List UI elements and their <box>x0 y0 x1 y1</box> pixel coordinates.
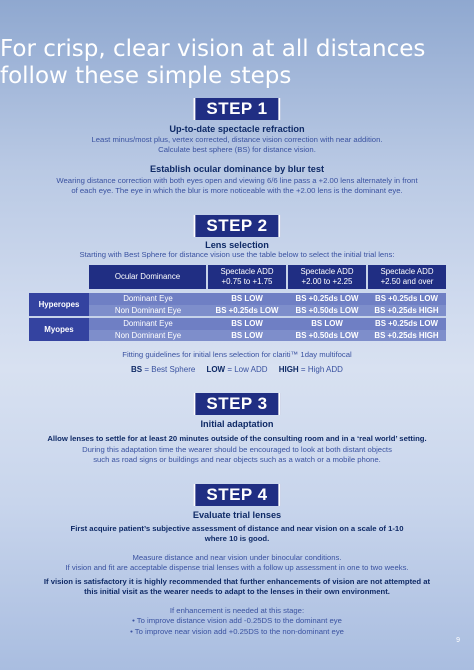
group-hyperopes: Hyperopes <box>29 293 89 317</box>
step-4-heading: Evaluate trial lenses <box>192 510 282 520</box>
text-line: • To improve distance vision add -0.25DS to the dominant eye <box>132 616 342 626</box>
text-line: During this adaptation time the wearer should be encouraged to look at both distant objects <box>82 445 392 454</box>
lens-cell: BS +0.25ds HIGH <box>367 305 446 318</box>
title-line-1: For crisp, clear vision at all distances <box>0 36 426 62</box>
lens-cell: BS +0.25ds LOW <box>367 293 446 305</box>
table-row <box>29 330 446 342</box>
lens-cell: BS +0.25ds LOW <box>367 317 446 330</box>
step-3-text <box>20 445 454 466</box>
header-add-high: Spectacle ADD +2.50 and over <box>367 265 446 289</box>
lens-cell: BS +0.25ds LOW <box>287 293 367 305</box>
title-line-2: follow these simple steps <box>0 63 292 89</box>
lens-cell: BS LOW <box>207 293 287 305</box>
step-4-badge: STEP 4 <box>193 484 280 506</box>
step-1-dominance-text <box>20 176 454 197</box>
step-4-bold-text-1 <box>20 524 454 545</box>
header-ocular-dominance: Ocular Dominance <box>89 265 207 289</box>
text-line: Wearing distance correction with both eyes open and viewing 6/6 line pass a +2.00 lens alternately in front <box>56 176 418 185</box>
step-3-badge: STEP 3 <box>193 393 280 415</box>
step-2-heading: Lens selection <box>205 240 269 250</box>
table-corner <box>29 265 89 289</box>
lens-cell: BS +0.25ds LOW <box>207 305 287 318</box>
abbreviation-legend <box>0 365 474 374</box>
table-row <box>29 293 446 305</box>
legend-value: = High ADD <box>298 365 343 374</box>
step-4-text-2 <box>20 606 454 637</box>
lens-cell: BS LOW <box>207 317 287 330</box>
step-1-refraction-text <box>20 135 454 156</box>
table-row <box>29 305 446 318</box>
eye-label: Non Dominant Eye <box>89 330 207 342</box>
header-add-mid: Spectacle ADD +2.00 to +2.25 <box>287 265 367 289</box>
step-1-heading-refraction: Up-to-date spectacle refraction <box>169 124 305 134</box>
table-row <box>29 317 446 330</box>
lens-selection-table <box>29 265 446 341</box>
step-1-badge: STEP 1 <box>193 98 280 120</box>
step-2-intro: Starting with Best Sphere for distance vision use the table below to select the initial trial lens: <box>79 250 395 259</box>
text-line: • To improve near vision add +0.25DS to the non-dominant eye <box>130 626 344 636</box>
text-line: Least minus/most plus, vertex corrected, distance vision correction with near addition. <box>91 135 383 144</box>
text-line: where 10 is good. <box>204 534 270 544</box>
legend-value: = Low ADD <box>225 365 268 374</box>
page-title <box>0 36 474 90</box>
step-1-heading-dominance: Establish ocular dominance by blur test <box>149 164 325 174</box>
lens-cell: BS +0.50ds LOW <box>287 305 367 318</box>
text-line: Measure distance and near vision under binocular conditions. <box>132 553 342 562</box>
step-4-bold-text-2 <box>20 577 454 598</box>
text-line: Calculate best sphere (BS) for distance vision. <box>158 145 316 155</box>
eye-label: Dominant Eye <box>89 293 207 305</box>
page-number: 9 <box>456 637 460 644</box>
header-add-low: Spectacle ADD +0.75 to +1.75 <box>207 265 287 289</box>
step-3-heading: Initial adaptation <box>200 419 274 429</box>
legend-key: LOW <box>206 365 226 374</box>
lens-cell: BS +0.50ds LOW <box>287 330 367 342</box>
text-line: First acquire patient’s subjective assessment of distance and near vision on a scale of 1-10 <box>70 524 404 533</box>
text-line: If vision is satisfactory it is highly recommended that further enhancements of vision are not attempted at <box>43 577 431 586</box>
eye-label: Non Dominant Eye <box>89 305 207 318</box>
legend-key: BS <box>131 365 143 374</box>
step-3-bold-text: Allow lenses to settle for at least 20 minutes outside of the consulting room and in a ‘real world’ setting. <box>47 434 427 443</box>
lens-cell: BS LOW <box>287 317 367 330</box>
lens-cell: BS +0.25ds HIGH <box>367 330 446 342</box>
table-header-row <box>29 265 446 289</box>
step-4-text-1 <box>20 553 454 574</box>
text-line: such as road signs or buildings and near objects such as a watch or a mobile phone. <box>93 455 381 465</box>
fitting-guidelines-note: Fitting guidelines for initial lens selection for clariti™ 1day multifocal <box>122 350 352 359</box>
legend-key: HIGH <box>278 365 299 374</box>
text-line: If vision and fit are acceptable dispense trial lenses with a follow up assessment in one to two weeks. <box>65 563 409 573</box>
text-line: this initial visit as the wearer needs to adapt to the lenses in their own environment. <box>84 587 390 597</box>
step-2-badge: STEP 2 <box>193 215 280 237</box>
text-line: If enhancement is needed at this stage: <box>169 606 305 615</box>
lens-cell: BS LOW <box>207 330 287 342</box>
group-myopes: Myopes <box>29 317 89 341</box>
eye-label: Dominant Eye <box>89 317 207 330</box>
legend-value: = Best Sphere <box>142 365 196 374</box>
text-line: of each eye. The eye in which the blur is more noticeable with the +2.00 lens is the dominant eye. <box>71 186 403 196</box>
